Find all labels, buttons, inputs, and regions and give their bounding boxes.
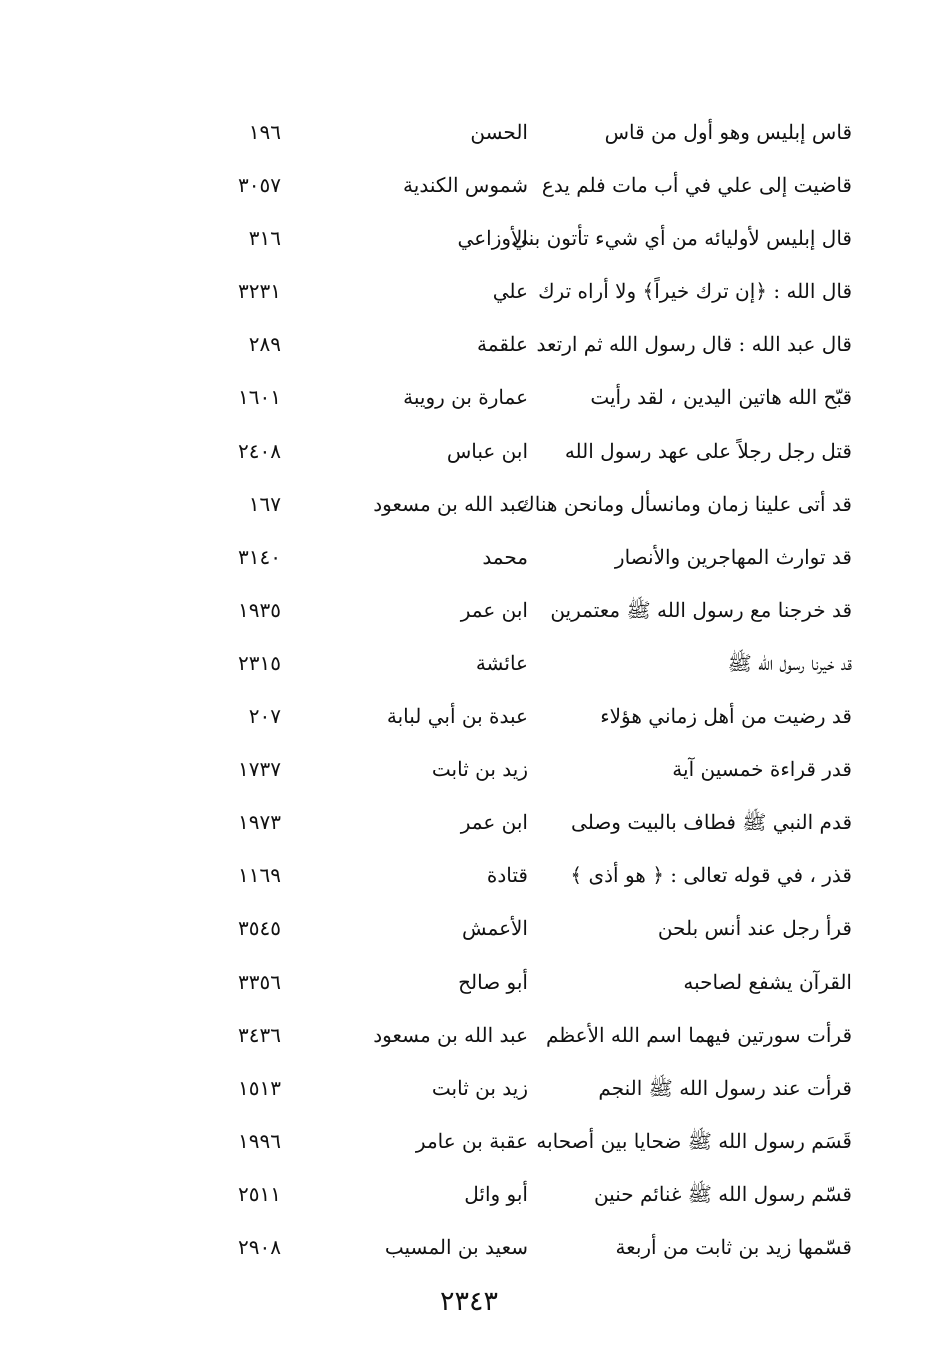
narrator: ابن عباس — [446, 438, 528, 463]
hadith-number: ١٦٧ — [248, 491, 281, 516]
index-row — [0, 1218, 938, 1271]
index-row — [0, 209, 938, 262]
hadith-number: ٢٨٩ — [248, 332, 281, 357]
hadith-text: قد أتى علينا زمان ومانسأل ومانحن هناك — [518, 491, 852, 516]
hadith-text: قَسَم رسول الله ﷺ ضحايا بين أصحابه — [536, 1128, 852, 1153]
narrator: عائشة — [475, 650, 528, 675]
hadith-text: قسّمها زيد بن ثابت من أربعة — [615, 1234, 852, 1259]
page-number: ٢٣٤٣ — [439, 1286, 498, 1317]
hadith-number: ٣٤٣٦ — [238, 1022, 281, 1047]
hadith-text: القرآن يشفع لصاحبه — [683, 969, 852, 994]
hadith-index-table — [0, 103, 938, 1271]
narrator: زيد بن ثابت — [431, 757, 528, 782]
hadith-number: ٢٣١٥ — [238, 650, 281, 675]
narrator: شموس الكندية — [403, 173, 528, 198]
hadith-text: قبّح الله هاتين اليدين ، لقد رأيت — [590, 385, 852, 410]
index-row — [0, 740, 938, 793]
narrator: عبد الله بن مسعود — [373, 1022, 528, 1047]
index-row — [0, 1059, 938, 1112]
narrator: أبو صالح — [458, 969, 528, 994]
hadith-number: ٢٥١١ — [238, 1181, 281, 1206]
hadith-number: ٣٣٥٦ — [238, 969, 281, 994]
narrator: قتادة — [486, 863, 528, 888]
narrator: عبد الله بن مسعود — [373, 491, 528, 516]
hadith-text: قدر قراءة خمسين آية — [672, 757, 852, 782]
narrator: أبو وائل — [464, 1181, 528, 1206]
index-row — [0, 793, 938, 846]
index-row — [0, 953, 938, 1006]
hadith-text: قذر ، في قوله تعالى : ﴿ هو أذى ﴾ — [570, 863, 852, 888]
index-row — [0, 899, 938, 952]
index-row — [0, 262, 938, 315]
index-row — [0, 1165, 938, 1218]
hadith-text: قتل رجل رجلاً على عهد رسول الله — [564, 438, 852, 463]
narrator: ابن عمر — [460, 597, 528, 622]
narrator: الحسن — [470, 120, 528, 144]
hadith-number: ١٩٦ — [248, 120, 281, 144]
hadith-text: قدم النبي ﷺ فطاف بالبيت وصلى — [571, 810, 852, 835]
hadith-number: ١٥١٣ — [238, 1075, 281, 1100]
hadith-number: ٣١٦ — [248, 226, 281, 251]
narrator: علقمة — [477, 332, 528, 357]
narrator: عقبة بن عامر — [415, 1128, 528, 1153]
index-row — [0, 368, 938, 421]
hadith-text: قرأت سورتين فيهما اسم الله الأعظم — [545, 1022, 852, 1047]
narrator: ابن عمر — [460, 810, 528, 835]
index-row — [0, 846, 938, 899]
hadith-number: ١٩٧٣ — [238, 810, 281, 835]
hadith-number: ٢٤٠٨ — [238, 438, 281, 463]
hadith-number: ١٦٠١ — [238, 385, 281, 410]
hadith-number: ١٩٣٥ — [238, 597, 281, 622]
hadith-text: قرأت عند رسول الله ﷺ النجم — [598, 1075, 852, 1100]
index-row — [0, 1112, 938, 1165]
hadith-text: قال الله : ﴿إن ترك خيراً﴾ ولا أراه ترك — [538, 279, 852, 304]
index-row — [0, 687, 938, 740]
narrator: زيد بن ثابت — [431, 1075, 528, 1100]
index-row — [0, 1006, 938, 1059]
index-row — [0, 634, 938, 687]
hadith-text: قد توارث المهاجرين والأنصار — [614, 544, 852, 569]
narrator: الأعمش — [462, 916, 528, 941]
hadith-text: قاس إبليس وهو أول من قاس — [604, 120, 852, 144]
hadith-number: ٢٠٧ — [248, 704, 281, 729]
hadith-text: قال إبليس لأوليائه من أي شيء تأتون بني — [511, 226, 852, 251]
hadith-text: قد رضيت من أهل زماني هؤلاء — [600, 704, 852, 729]
narrator: الأوزاعي — [457, 226, 528, 251]
index-row — [0, 315, 938, 368]
hadith-text: قال عبد الله : قال رسول الله ثم ارتعد — [536, 332, 852, 357]
narrator: عبدة بن أبي لبابة — [386, 704, 528, 729]
hadith-text: قد خرجنا مع رسول الله ﷺ معتمرين — [550, 597, 852, 622]
hadith-number: ٣١٤٠ — [238, 544, 281, 569]
hadith-number: ٣٢٣١ — [238, 279, 281, 304]
index-row — [0, 581, 938, 634]
index-row — [0, 156, 938, 209]
hadith-number: ١٧٣٧ — [238, 757, 281, 782]
index-row — [0, 103, 938, 156]
hadith-number: ١١٦٩ — [238, 863, 281, 888]
index-row — [0, 422, 938, 475]
hadith-text: قاضيت إلى علي في أب مات فلم يدع — [541, 173, 852, 198]
narrator: عمارة بن رويبة — [403, 385, 528, 410]
hadith-number: ٣٠٥٧ — [238, 173, 281, 198]
narrator: سعيد بن المسيب — [384, 1234, 528, 1259]
hadith-number: ٣٥٤٥ — [238, 916, 281, 941]
hadith-number: ٢٩٠٨ — [238, 1234, 281, 1259]
hadith-text: قرأ رجل عند أنس بلحن — [657, 916, 852, 941]
index-row — [0, 475, 938, 528]
hadith-number: ١٩٩٦ — [238, 1128, 281, 1153]
index-row — [0, 528, 938, 581]
narrator: محمد — [482, 544, 528, 569]
narrator: علي — [492, 279, 528, 304]
hadith-text: قد خيرنا رسول الله ﷺ — [727, 650, 852, 675]
hadith-text: قسّم رسول الله ﷺ غنائم حنين — [593, 1181, 852, 1206]
